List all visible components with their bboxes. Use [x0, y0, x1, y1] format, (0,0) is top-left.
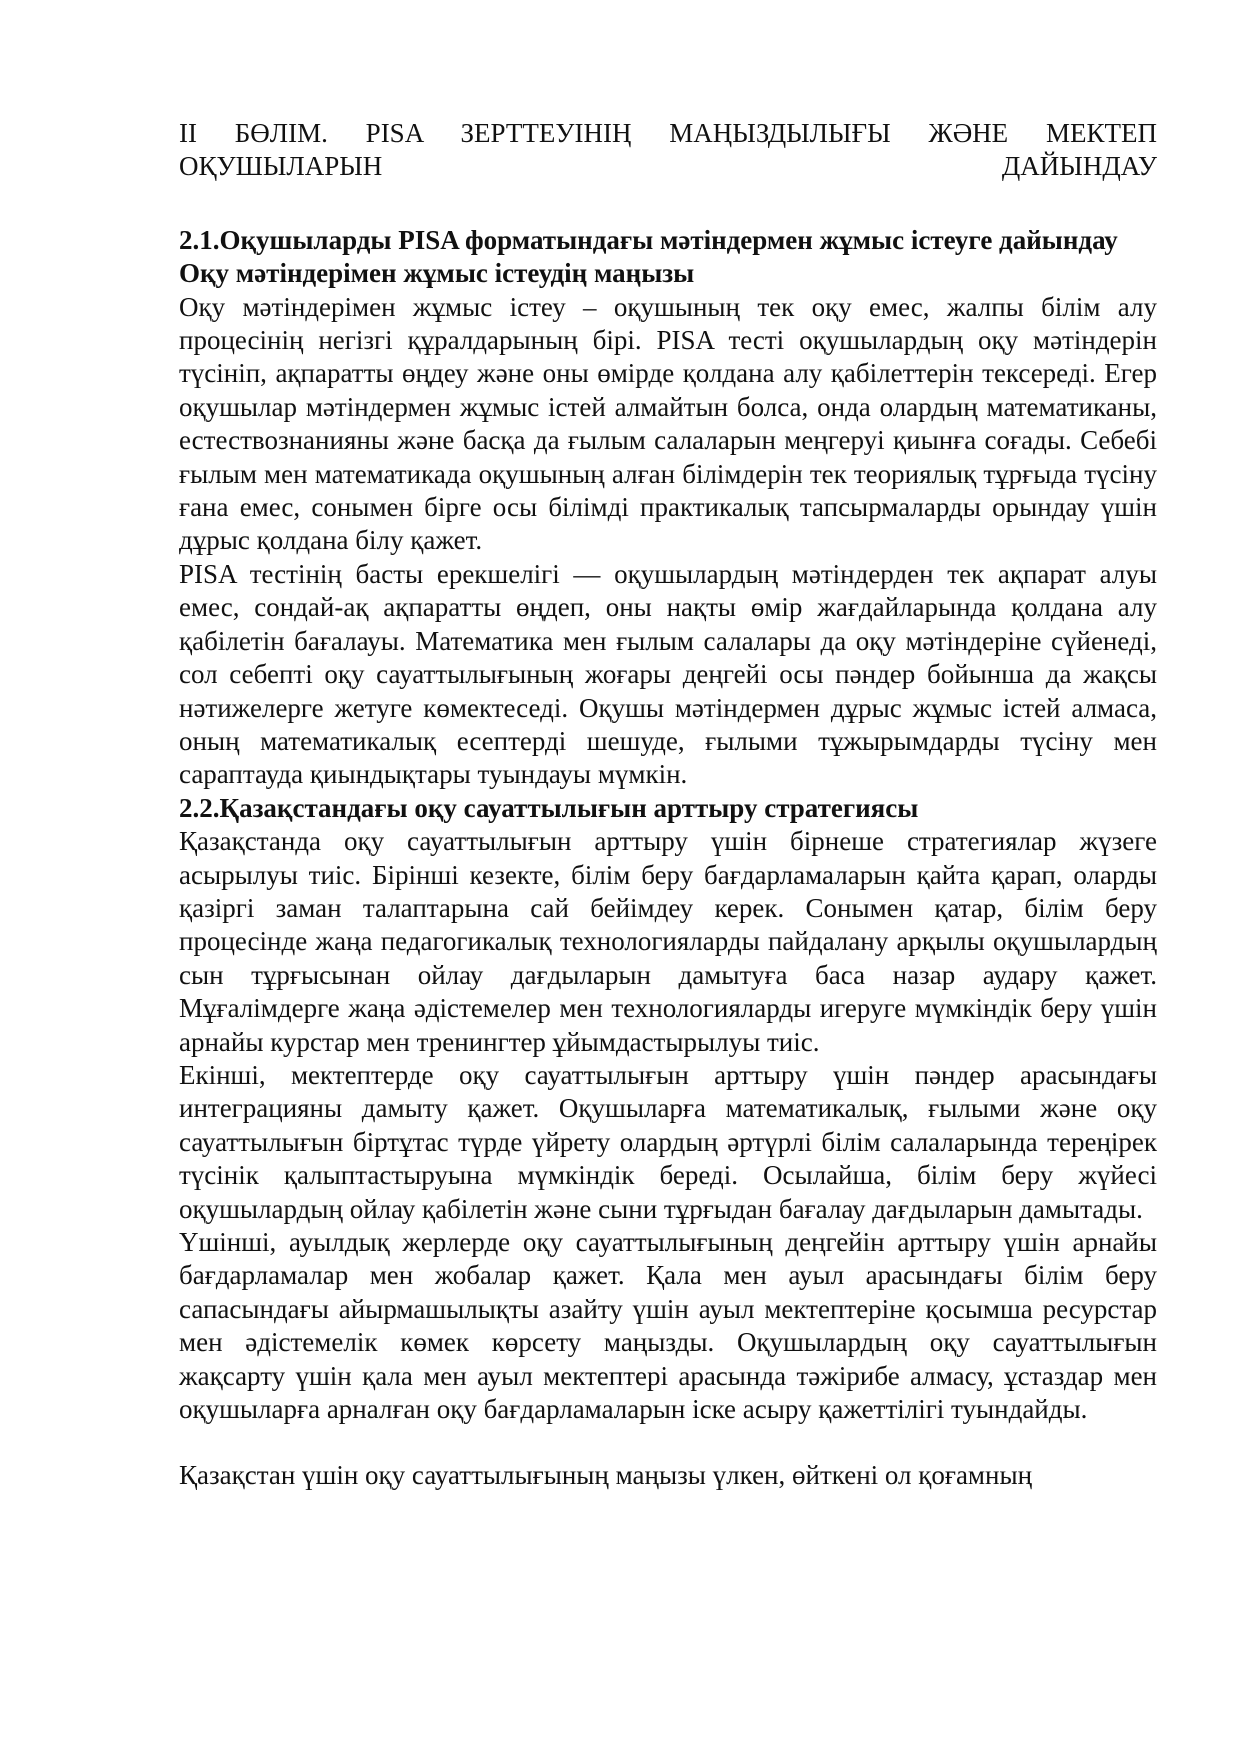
paragraph: Қазақстанда оқу сауаттылығын арттыру үшін бірнеше стратегиялар жүзеге асырылуы тиіс. Бірінші кезекте, білім беру бағдарламаларын қайта қарап, оларды қазіргі заман талаптарына сай бейімдеу керек. Сонымен қатар, білім беру процесінде жаңа педагогикалық технологияларды пайдалану арқылы оқушылардың сын тұрғысынан ойлау дағдыларын дамытуға баса назар аудару қажет. Мұғалімдерге жаңа әдістемелер мен технологияларды игеруге мүмкіндік беру үшін арнайы курстар мен тренингтер ұйымдастырылуы тиіс.	[179, 826, 1157, 1057]
paragraph: Қазақстан үшін оқу сауаттылығының маңызы үлкен, өйткені ол қоғамның	[179, 1460, 1033, 1491]
subsection-title-2-1: 2.1.Оқушыларды PISA форматындағы мәтіндермен жұмыс істеуге дайындау	[179, 224, 1118, 255]
section-title: II БӨЛІМ. PISA ЗЕРТТЕУІНІҢ МАҢЫЗДЫЛЫҒЫ ЖӘНЕ МЕКТЕП ОҚУШЫЛАРЫН ДАЙЫНДАУ	[179, 118, 1157, 182]
document-body	[179, 117, 1157, 1493]
spacer	[179, 184, 1157, 224]
paragraph: Оқу мәтіндерімен жұмыс істеу – оқушының тек оқу емес, жалпы білім алу процесінің негізгі құралдарының бірі. PISA тесті оқушылардың оқу мәтіндерін түсініп, ақпаратты өңдеу және оны өмірде қолдана алу қабілеттерін тексереді. Егер оқушылар мәтіндермен жұмыс істей алмайтын болса, онда олардың математиканы, естествознанияны және басқа да ғылым салаларын меңгеруі қиынға соғады. Себебі ғылым мен математикада оқушының алған білімдерін тек теориялық тұрғыда түсіну ғана емес, сонымен бірге осы білімді практикалық тапсырмаларды орындау үшін дұрыс қолдана білу қажет.	[179, 291, 1157, 556]
paragraph: PISA тестінің басты ерекшелігі — оқушылардың мәтіндерден тек ақпарат алуы емес, сондай-ақ ақпаратты өңдеп, оны нақты өмір жағдайларында қолдана алу қабілетін бағалауы. Математика мен ғылым салалары да оқу мәтіндеріне сүйенеді, сол себепті оқу сауаттылығының жоғары деңгейі осы пәндер бойынша да жақсы нәтижелерге жетуге көмектеседі. Оқушы мәтіндермен дұрыс жұмыс істей алмаса, оның математикалық есептерді шешуде, ғылыми тұжырымдарды түсіну мен сараптауда қиындықтары туындауы мүмкін.	[179, 558, 1157, 790]
spacer	[179, 1426, 1157, 1459]
subsection-title-2-2: 2.2.Қазақстандағы оқу сауаттылығын арттыру стратегиясы	[179, 792, 919, 823]
paragraph: Екінші, мектептерде оқу сауаттылығын арттыру үшін пәндер арасындағы интеграцияны дамыту қажет. Оқушыларға математикалық, ғылыми және оқу сауаттылығын біртұтас түрде үйрету олардың әртүрлі білім салаларында тереңірек түсінік қалыптастыруына мүмкіндік береді. Осылайша, білім беру жүйесі оқушылардың ойлау қабілетін және сыни тұрғыдан бағалау дағдыларын дамытады.	[179, 1059, 1157, 1224]
paragraph: Үшінші, ауылдық жерлерде оқу сауаттылығының деңгейін арттыру үшін арнайы бағдарламалар мен жобалар қажет. Қала мен ауыл арасындағы білім беру сапасындағы айырмашылықты азайту үшін ауыл мектептеріне қосымша ресурстар мен әдістемелік көмек көрсету маңызды. Оқушылардың оқу сауаттылығын жақсарту үшін қала мен ауыл мектептері арасында тәжірибе алмасу, ұстаздар мен оқушыларға арналған оқу бағдарламаларын іске асыру қажеттілігі туындайды.	[179, 1227, 1157, 1425]
subheading-reading-texts: Оқу мәтіндерімен жұмыс істеудің маңызы	[179, 258, 695, 289]
